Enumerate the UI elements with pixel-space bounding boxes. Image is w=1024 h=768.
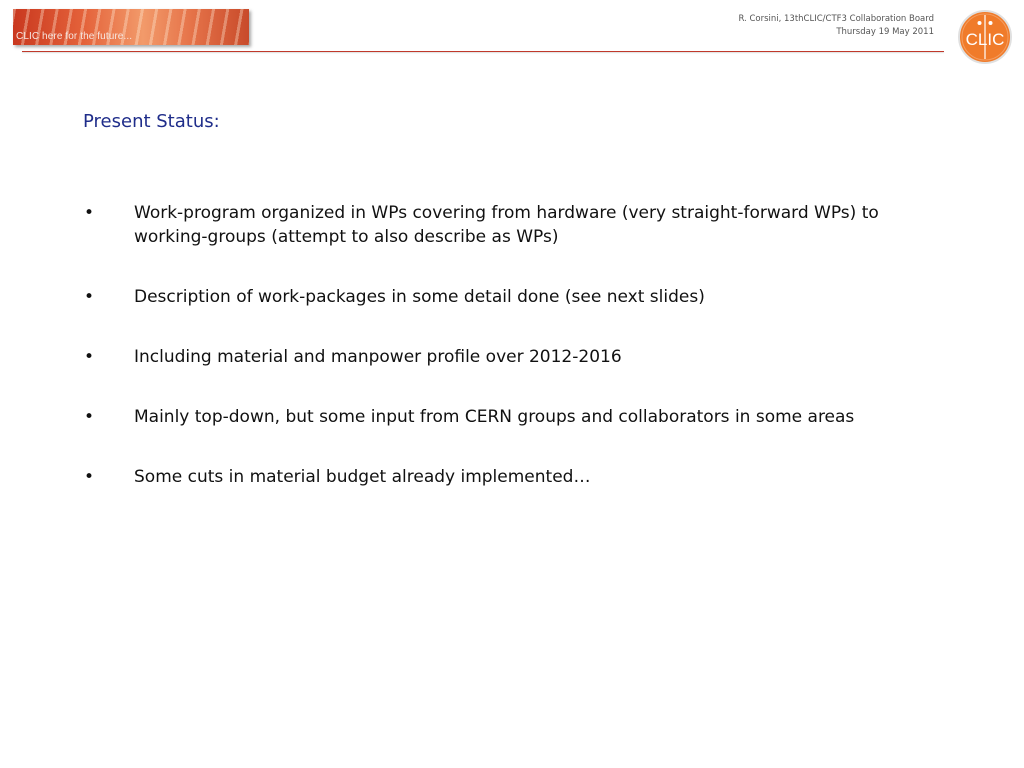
banner-text: CLIC here for the future... (16, 31, 133, 42)
bullet-text: Including material and manpower profile over 2012-2016 (134, 347, 622, 367)
bullet-text: Work-program organized in WPs covering from hardware (very straight-forward WPs) to working-groups (attempt to also describe as WPs) (134, 203, 879, 247)
bullet-item (84, 465, 944, 489)
bullet-list (84, 201, 944, 525)
logo-text: CLIC (965, 30, 1005, 49)
bullet-item (84, 345, 944, 369)
bullet-mark: • (84, 347, 95, 367)
bullet-text: Some cuts in material budget already implemented… (134, 467, 591, 487)
header-info (738, 13, 934, 39)
bullet-mark: • (84, 467, 95, 487)
bullet-mark: • (84, 407, 95, 427)
date-info: Thursday 19 May 2011 (836, 27, 934, 37)
bullet-text: Mainly top-down, but some input from CERN groups and collaborators in some areas (134, 407, 855, 427)
bullet-item (84, 405, 944, 429)
bullet-mark: • (84, 287, 95, 307)
bullet-text: Description of work-packages in some detail done (see next slides) (134, 287, 705, 307)
bullet-mark: • (84, 203, 95, 223)
clic-logo (957, 9, 1013, 65)
slide-title: Present Status: (83, 111, 220, 132)
bullet-item (84, 201, 944, 249)
header-divider (22, 51, 944, 52)
bullet-item (84, 285, 944, 309)
header-banner (13, 9, 249, 45)
presenter-info: R. Corsini, 13thCLIC/CTF3 Collaboration Board (738, 14, 934, 24)
